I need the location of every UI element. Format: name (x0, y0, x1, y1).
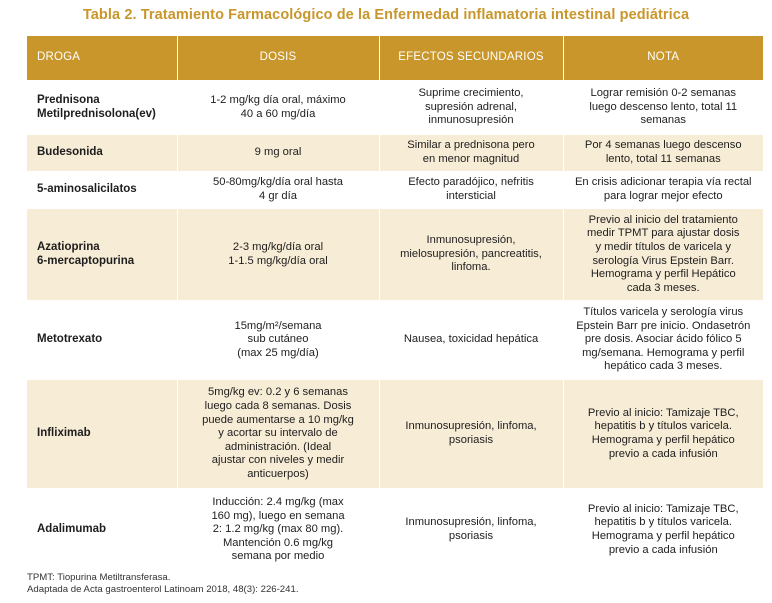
header-efectos: EFECTOS SECUNDARIOS (379, 36, 563, 81)
table-row (27, 380, 763, 489)
table-row (27, 81, 763, 135)
treatment-table (27, 36, 763, 572)
header-nota: NOTA (563, 36, 763, 81)
cell-nota: Previo al inicio: Tamizaje TBC, hepatitis b y títulos varicela. Hemograma y perfil hepático previo a cada infusión (563, 489, 763, 572)
cell-dosis: 1-2 mg/kg día oral, máximo 40 a 60 mg/día (177, 81, 379, 135)
cell-efectos: Inmunosupresión, linfoma, psoriasis (379, 380, 563, 489)
cell-dosis: 50-80mg/kg/día oral hasta 4 gr día (177, 172, 379, 209)
footnote-abbreviation: TPMT: Tiopurina Metiltransferasa. (27, 572, 171, 583)
cell-droga: Metotrexato (27, 301, 177, 380)
cell-efectos: Similar a prednisona pero en menor magnitud (379, 135, 563, 172)
cell-nota: En crisis adicionar terapia vía rectal para lograr mejor efecto (563, 172, 763, 209)
cell-efectos: Nausea, toxicidad hepática (379, 301, 563, 380)
cell-droga: 5-aminosalicilatos (27, 172, 177, 209)
table-row (27, 135, 763, 172)
cell-dosis: 15mg/m²/semana sub cutáneo (max 25 mg/día) (177, 301, 379, 380)
cell-droga: Adalimumab (27, 489, 177, 572)
cell-dosis: Inducción: 2.4 mg/kg (max 160 mg), luego en semana 2: 1.2 mg/kg (max 80 mg). Mantención 0.6 mg/kg semana por medio (177, 489, 379, 572)
cell-efectos: Efecto paradójico, nefritis intersticial (379, 172, 563, 209)
cell-efectos: Inmunosupresión, linfoma, psoriasis (379, 489, 563, 572)
header-droga: DROGA (27, 36, 177, 81)
cell-dosis: 2-3 mg/kg/día oral 1-1.5 mg/kg/día oral (177, 209, 379, 301)
table-row (27, 301, 763, 380)
header-row (27, 36, 763, 81)
cell-droga: Prednisona Metilprednisolona(ev) (27, 81, 177, 135)
cell-nota: Previo al inicio del tratamiento medir TPMT para ajustar dosis y medir títulos de varicela y serología Virus Epstein Barr. Hemograma y perfil Hepático cada 3 meses. (563, 209, 763, 301)
cell-droga: Budesonida (27, 135, 177, 172)
footnotes (27, 572, 298, 596)
cell-nota: Lograr remisión 0-2 semanas luego descenso lento, total 11 semanas (563, 81, 763, 135)
cell-efectos: Inmunosupresión, mielosupresión, pancreatitis, linfoma. (379, 209, 563, 301)
header-dosis: DOSIS (177, 36, 379, 81)
table-row (27, 209, 763, 301)
cell-droga: Azatioprina 6-mercaptopurina (27, 209, 177, 301)
cell-nota: Por 4 semanas luego descenso lento, total 11 semanas (563, 135, 763, 172)
footnote-source: Adaptada de Acta gastroenterol Latinoam 2018, 48(3): 226-241. (27, 584, 299, 595)
cell-nota: Previo al inicio: Tamizaje TBC, hepatitis b y títulos varicela. Hemograma y perfil hepático previo a cada infusión (563, 380, 763, 489)
table-row (27, 172, 763, 209)
cell-dosis: 9 mg oral (177, 135, 379, 172)
cell-efectos: Suprime crecimiento, supresión adrenal, inmunosupresión (379, 81, 563, 135)
table-title: Tabla 2. Tratamiento Farmacológico de la Enfermedad inflamatoria intestinal pediátrica (82, 7, 690, 23)
cell-droga: Infliximab (27, 380, 177, 489)
table-row (27, 489, 763, 572)
cell-nota: Títulos varicela y serología virus Epstein Barr pre inicio. Ondasetrón pre dosis. Asociar ácido fólico 5 mg/semana. Hemograma y perfil hepático cada 3 meses. (563, 301, 763, 380)
cell-dosis: 5mg/kg ev: 0.2 y 6 semanas luego cada 8 semanas. Dosis puede aumentarse a 10 mg/kg y acortar su intervalo de administración. (Ideal ajustar con niveles y medir anticuerpos) (177, 380, 379, 489)
